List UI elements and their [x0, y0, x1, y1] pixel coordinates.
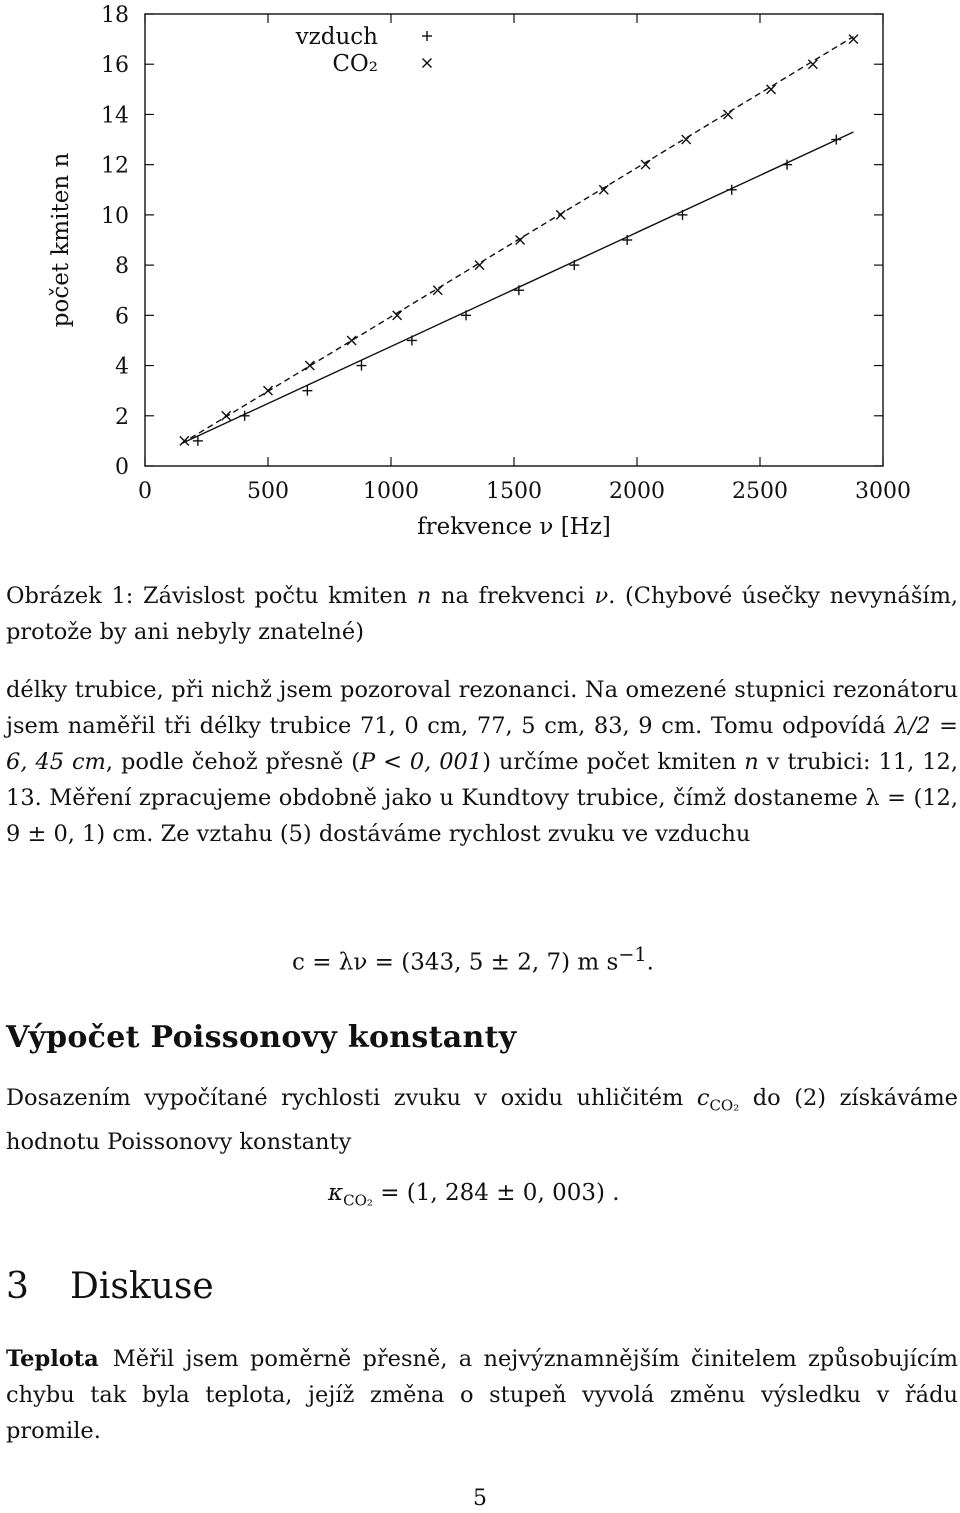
- p2-c-symbol: c: [696, 1085, 710, 1111]
- x-tick-label: 3000: [855, 479, 911, 504]
- caption-text-after: . (Chybové úsečky nevynáším, protože by ani nebyly znatelné): [6, 583, 959, 645]
- figure-caption: [6, 578, 958, 650]
- caption-var-nu: ν: [594, 583, 609, 609]
- p1-var-n: n: [744, 749, 759, 775]
- caption-text-mid: na frekvenci: [440, 583, 585, 609]
- p3-text: Měřil jsem poměrně přesně, a nejvýznamnějším činitelem způsobujícím chybu tak byla teplota, jejíž změna o stupeň vyvolá změnu výsledku v řádu promile.: [6, 1346, 958, 1444]
- p1-text-e: . Ze vztahu (5) dostáváme rychlost zvuku ve vzduchu: [146, 821, 751, 847]
- y-tick-label: 10: [101, 203, 129, 229]
- x-tick-label: 1000: [363, 479, 419, 504]
- p1-lambda-half: λ/2 = 6, 45 cm: [6, 713, 958, 775]
- y-tick-label: 4: [115, 354, 129, 380]
- y-tick-label: 12: [101, 153, 129, 179]
- eq2-rhs: = (1, 284 ± 0, 003) .: [380, 1180, 620, 1206]
- legend-label-0: vzduch: [295, 24, 378, 50]
- y-tick-label: 2: [115, 404, 129, 430]
- p2-text-b: do (2) získáváme hodnotu Poissonovy konstanty: [6, 1085, 958, 1155]
- caption-var-n: n: [416, 583, 432, 609]
- section-heading-poisson: Výpočet Poissonovy konstanty: [6, 1020, 517, 1055]
- p1-lambda-val: λ = (12, 9 ± 0, 1) cm: [6, 785, 959, 847]
- page-number: 5: [473, 1486, 487, 1511]
- y-tick-label: 16: [101, 53, 129, 79]
- p1-text-b: , podle čehož přesně (: [105, 749, 361, 775]
- y-tick-label: 6: [115, 304, 129, 330]
- fit-line-0: [182, 132, 854, 443]
- y-tick-label: 14: [101, 103, 129, 129]
- equation-speed-of-sound: [292, 943, 654, 976]
- caption-label: Obrázek 1:: [6, 583, 134, 609]
- y-tick-label: 18: [101, 3, 129, 28]
- p3-run-in-heading: Teplota: [6, 1346, 99, 1372]
- x-axis-label: frekvence ν [Hz]: [417, 514, 611, 540]
- plot-frame: [145, 14, 883, 466]
- x-tick-label: 2000: [609, 479, 665, 504]
- x-tick-label: 500: [247, 479, 289, 504]
- paragraph-resonance: [6, 672, 958, 852]
- section-number: 3: [6, 1266, 29, 1307]
- y-axis-label: počet kmiten n: [48, 152, 74, 328]
- p1-text-d: v trubici: 11, 12, 13. Měření zpracujeme obdobně jako u Kundtovy trubice, čímž dostaneme: [6, 749, 958, 811]
- legend-label-1: CO₂: [332, 51, 378, 77]
- chart-svg: [0, 0, 960, 560]
- eq1-exp: −1: [618, 943, 647, 966]
- p1-text-c: ) určíme počet kmiten: [482, 749, 737, 775]
- section-title: Diskuse: [70, 1266, 214, 1307]
- eq2-kappa-subscript: CO₂: [343, 1191, 373, 1210]
- y-tick-label: 8: [115, 254, 129, 280]
- fit-line-1: [182, 37, 854, 444]
- section-heading-discussion: [6, 1266, 214, 1307]
- y-tick-label: 0: [115, 455, 129, 480]
- x-tick-label: 1500: [486, 479, 542, 504]
- figure-chart: [0, 0, 960, 560]
- p1-text-a: délky trubice, při nichž jsem pozoroval rezonanci. Na omezené stupnici rezonátoru jsem naměřil tři délky trubice 71, 0 cm, 77, 5 cm, 83, 9 cm. Tomu odpovídá: [6, 677, 958, 739]
- p1-p-cond: P < 0, 001: [360, 749, 483, 775]
- caption-text-before: Závislost počtu kmiten: [143, 583, 408, 609]
- paragraph-temperature: [6, 1341, 958, 1449]
- equation-kappa: [328, 1180, 620, 1210]
- x-tick-label: 2500: [732, 479, 788, 504]
- eq2-kappa: κ: [328, 1180, 344, 1206]
- p2-c-subscript: CO₂: [709, 1096, 740, 1115]
- p2-text-a: Dosazením vypočítané rychlosti zvuku v oxidu uhličitém: [6, 1085, 684, 1111]
- paragraph-poisson: [6, 1080, 958, 1160]
- eq1-lhs: c = λν = (343, 5 ± 2, 7) m s: [292, 949, 619, 976]
- eq1-end: .: [646, 949, 654, 976]
- x-tick-label: 0: [138, 479, 152, 504]
